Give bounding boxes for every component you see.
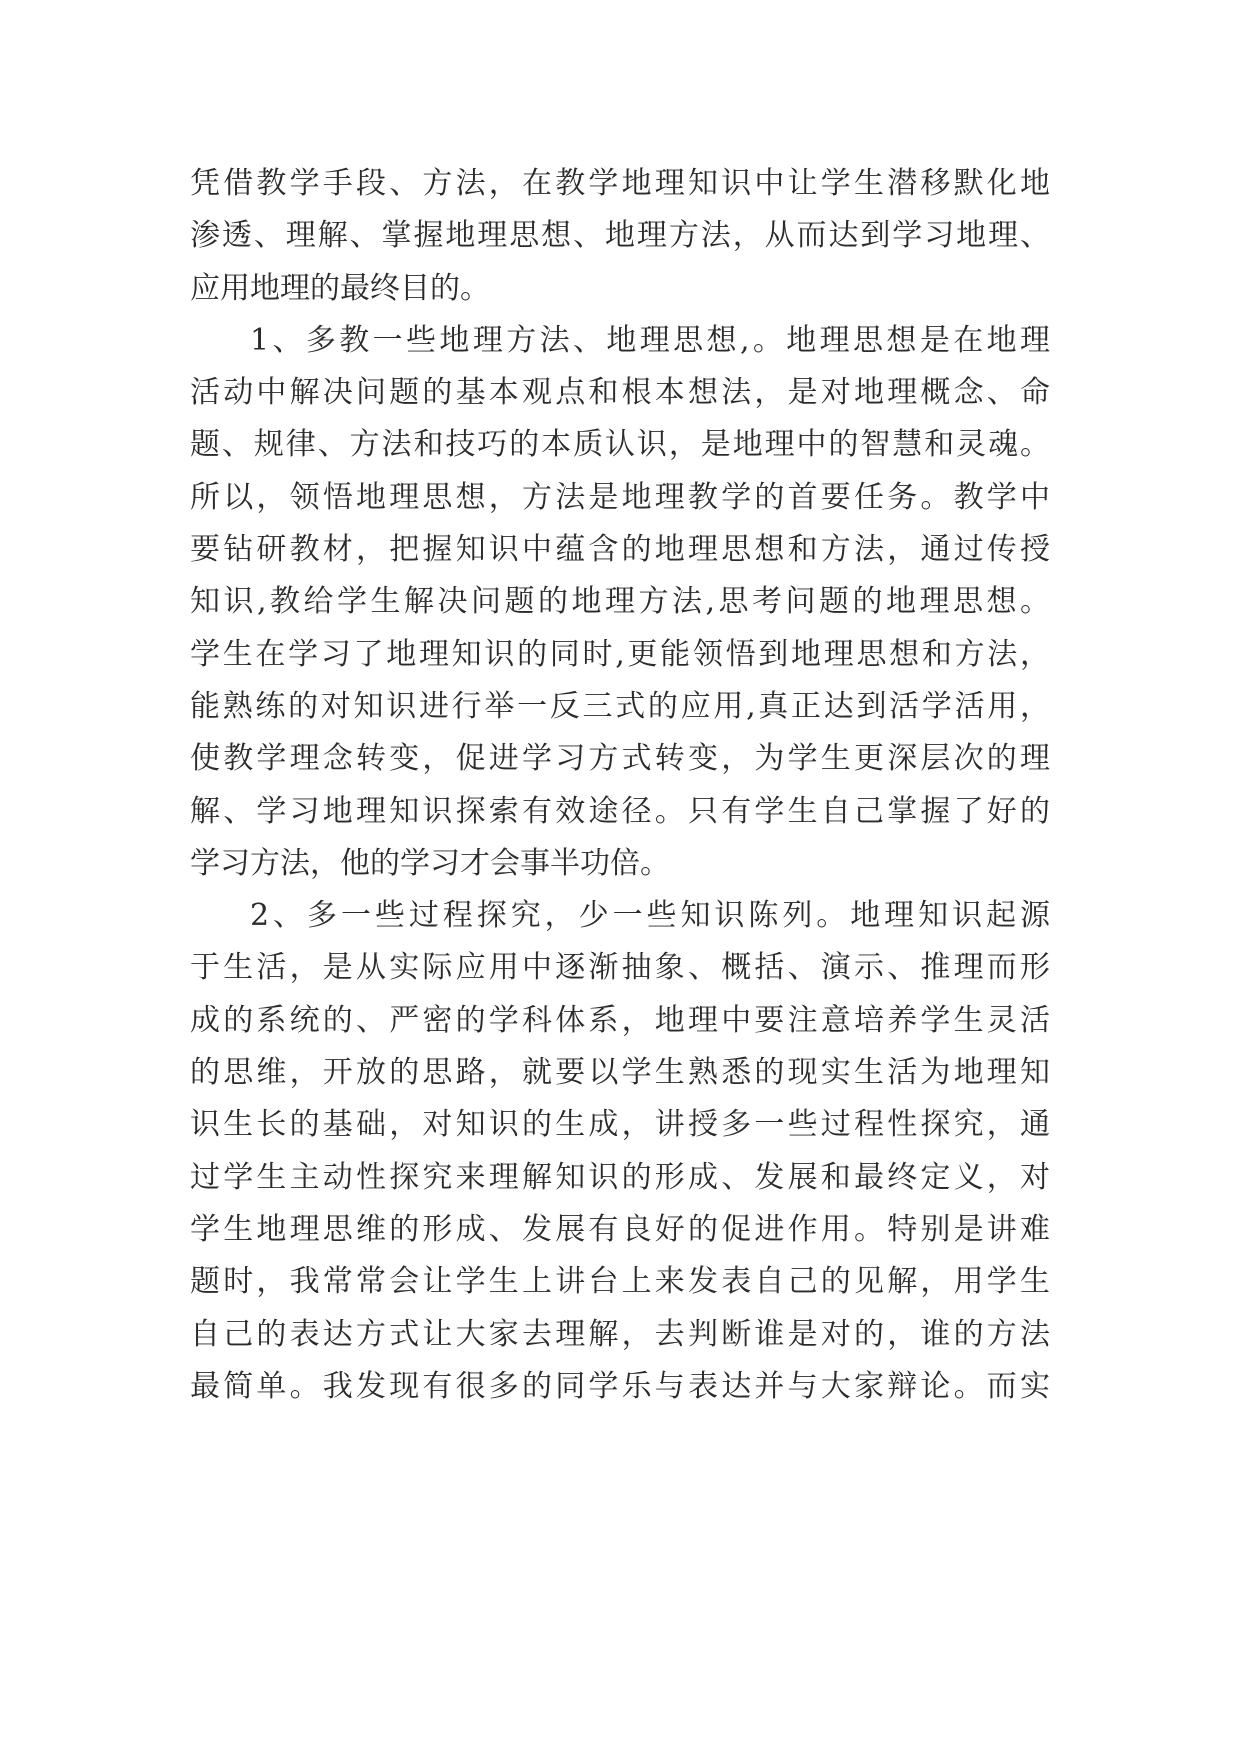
text-line: 学习方法，他的学习才会事半功倍。 (190, 845, 670, 881)
text-line: 过学生主动性探究来理解知识的形成、发展和最终定义，对 (190, 1159, 1050, 1195)
text-line: 识生长的基础，对知识的生成，讲授多一些过程性探究，通 (190, 1107, 1050, 1143)
text-line: 能熟练的对知识进行举一反三式的应用,真正达到活学活用， (190, 688, 1050, 724)
text-line: 凭借教学手段、方法，在教学地理知识中让学生潜移默化地 (190, 166, 1050, 201)
text-line: 解、学习地理知识探索有效途径。只有学生自己掌握了好的 (190, 793, 1050, 829)
text-line: 渗透、理解、掌握地理思想、地理方法，从而达到学习地理、 (190, 218, 1050, 254)
text-line: 成的系统的、严密的学科体系，地理中要注意培养学生灵活 (190, 1002, 1050, 1038)
text-line: 活动中解决问题的基本观点和根本想法，是对地理概念、命 (190, 375, 1050, 411)
text-line: 自己的表达方式让大家去理解，去判断谁是对的，谁的方法 (190, 1316, 1050, 1352)
text-line: 要钻研教材，把握知识中蕴含的地理思想和方法，通过传授 (190, 532, 1050, 568)
text-line: 最简单。我发现有很多的同学乐与表达并与大家辩论。而实 (190, 1368, 1050, 1404)
text-line: 学生地理思维的形成、发展有良好的促进作用。特别是讲难 (190, 1211, 1050, 1247)
text-line: 使教学理念转变，促进学习方式转变，为学生更深层次的理 (190, 741, 1050, 777)
text-line: 2、多一些过程探究，少一些知识陈列。地理知识起源 (250, 898, 1050, 934)
body-text (190, 158, 1050, 1413)
text-line: 于生活，是从实际应用中逐渐抽象、概括、演示、推理而形 (190, 950, 1050, 986)
text-line: 应用地理的最终目的。 (190, 270, 490, 306)
text-line: 知识,教给学生解决问题的地理方法,思考问题的地理思想。 (190, 584, 1050, 620)
text-line: 所以，领悟地理思想，方法是地理教学的首要任务。教学中 (190, 479, 1050, 515)
text-line: 的思维，开放的思路，就要以学生熟悉的现实生活为地理知 (190, 1055, 1050, 1091)
text-line: 题、规律、方法和技巧的本质认识，是地理中的智慧和灵魂。 (190, 427, 1050, 463)
text-line: 学生在学习了地理知识的同时,更能领悟到地理思想和方法， (190, 636, 1050, 672)
text-line: 题时，我常常会让学生上讲台上来发表自己的见解，用学生 (190, 1264, 1050, 1300)
text-line: 1、多教一些地理方法、地理思想,。地理思想是在地理 (250, 322, 1050, 358)
